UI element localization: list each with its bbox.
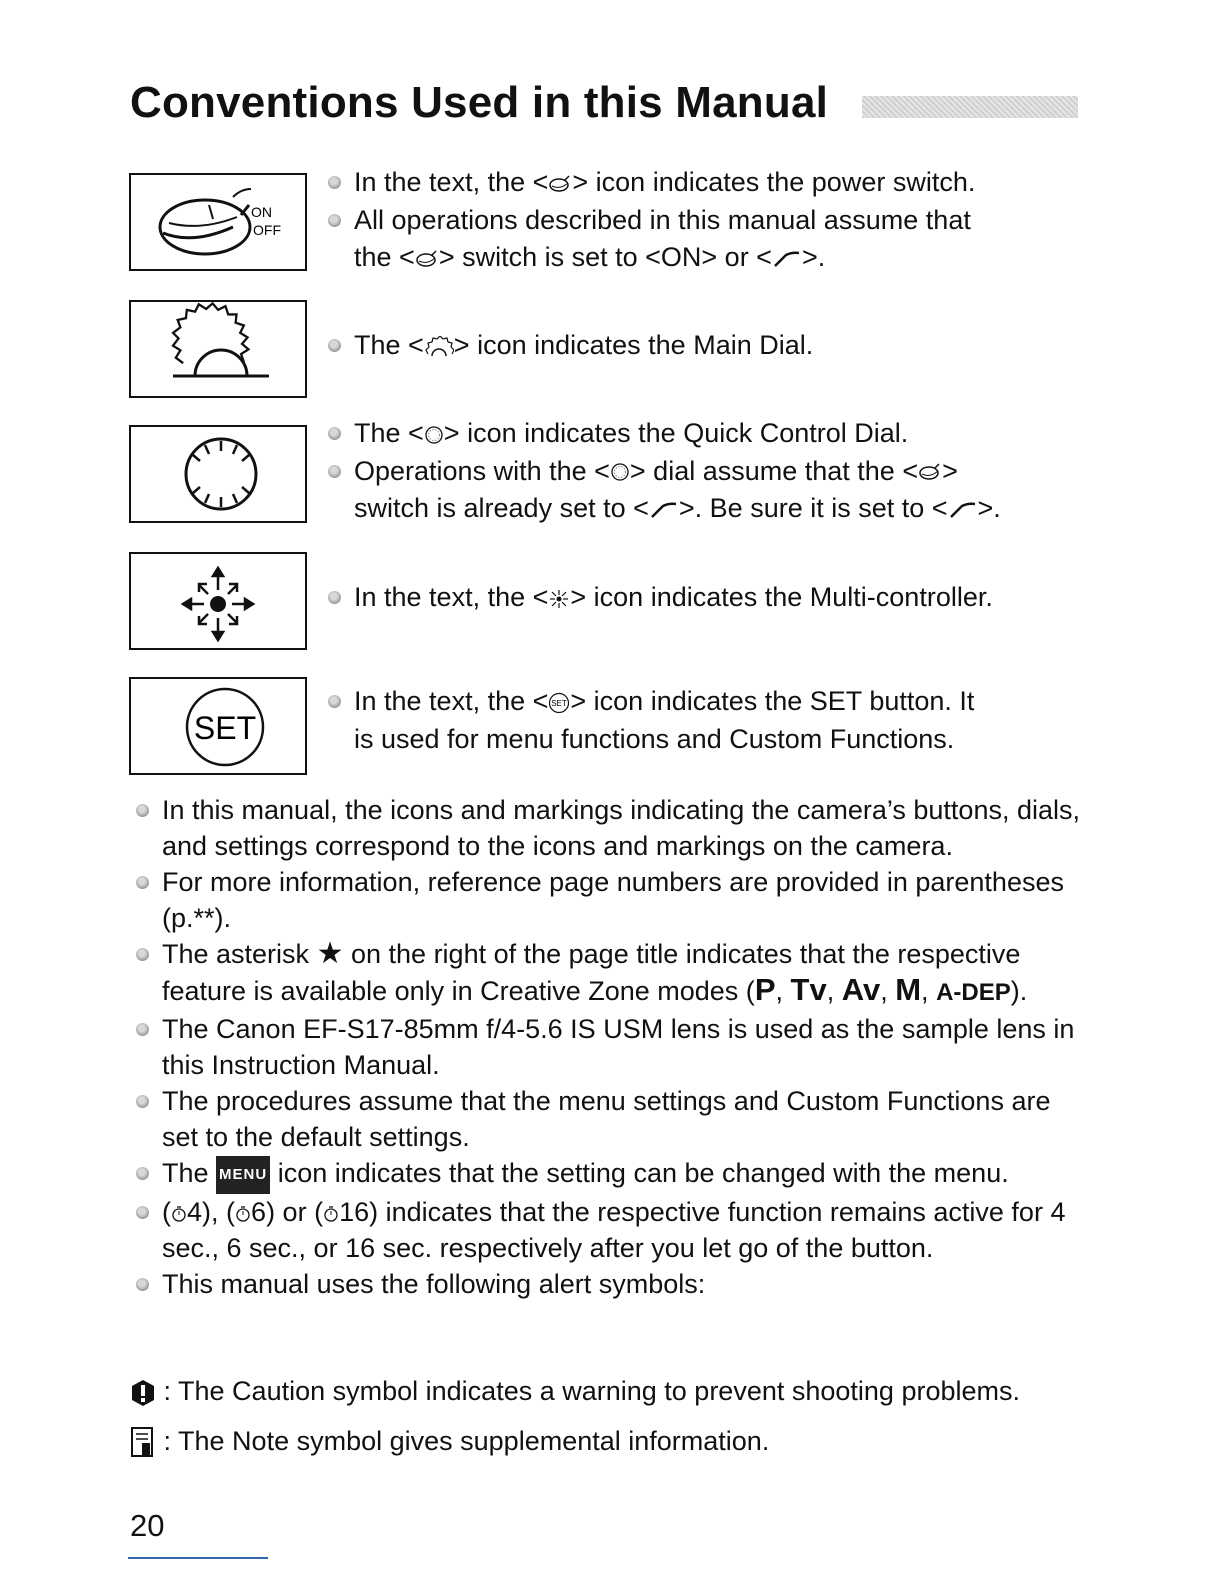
- caution-row: [130, 1376, 1020, 1407]
- list-item-continued: switch is already set to < >. Be sure it is set to < >.: [354, 493, 1001, 523]
- multi-controller-figure: [129, 552, 307, 650]
- list-item: In the text, the < SET > icon indicates the SET button. It: [326, 683, 1086, 721]
- quick-control-dial-text: [326, 415, 1086, 528]
- mode-p: P: [754, 972, 776, 1007]
- list-item-continued: the < > switch is set to <ON> or < >.: [354, 242, 826, 272]
- power-switch-small-icon: [415, 250, 439, 268]
- list-item: ( 4), ( 6) or ( 16) indicates that the respective function remains active for 4 sec., 6 sec., or 16 sec. respectively after you let go of the button.: [134, 1194, 1084, 1266]
- list-item: The asterisk ★ on the right of the page title indicates that the respective feature is available only in Creative Zone modes (P, Tv, Av, M, A-DEP).: [134, 936, 1084, 1011]
- note-row: [130, 1426, 769, 1460]
- set-button-icon: [133, 679, 303, 773]
- set-button-label: SET: [193, 710, 257, 746]
- main-dial-small-icon: [424, 336, 454, 358]
- quick-control-dial-icon: [133, 427, 303, 521]
- multi-controller-icon: [133, 554, 303, 648]
- page-title: Conventions Used in this Manual: [130, 78, 829, 127]
- mode-av: Av: [841, 972, 881, 1007]
- switch-on-dial-icon: [772, 250, 802, 268]
- list-item: All operations described in this manual assume that: [326, 202, 1086, 240]
- list-item: The procedures assume that the menu settings and Custom Functions are set to the default settings.: [134, 1083, 1084, 1155]
- quick-control-dial-figure: [129, 425, 307, 523]
- note-text: : The Note symbol gives supplemental information.: [163, 1426, 770, 1457]
- note-icon: [130, 1426, 156, 1460]
- main-dial-icon: [133, 302, 303, 396]
- power-switch-icon: [133, 175, 303, 269]
- main-dial-text: [326, 327, 1086, 365]
- list-item: For more information, reference page numbers are provided in parentheses (p.**).: [134, 864, 1084, 936]
- off-label: OFF: [253, 222, 281, 238]
- quick-control-dial-small-icon: [610, 462, 630, 482]
- caution-text: : The Caution symbol indicates a warning to prevent shooting problems.: [163, 1376, 1020, 1406]
- list-item: The < > icon indicates the Main Dial.: [326, 327, 1086, 365]
- menu-icon: MENU: [216, 1156, 270, 1194]
- mode-tv: Tv: [790, 972, 827, 1007]
- list-item: This manual uses the following alert symbols:: [134, 1266, 1084, 1302]
- list-item: In the text, the < > icon indicates the Multi-controller.: [326, 579, 1086, 617]
- list-item: The < > icon indicates the Quick Control Dial.: [326, 415, 1086, 453]
- multi-controller-text: [326, 579, 1086, 617]
- list-item: The Canon EF-S17-85mm f/4-5.6 IS USM lens is used as the sample lens in this Instruction Manual.: [134, 1011, 1084, 1083]
- timer-icon: [171, 1205, 187, 1223]
- power-switch-small-icon: [918, 463, 942, 481]
- set-button-small-icon: [548, 692, 570, 714]
- quick-control-dial-small-icon: [424, 425, 444, 445]
- page-number: 20: [130, 1508, 165, 1543]
- set-button-figure: [129, 677, 307, 775]
- main-dial-figure: [129, 300, 307, 398]
- switch-on-dial-icon: [948, 501, 978, 519]
- conventions-list: [134, 792, 1084, 1302]
- mode-a-dep: A-DEP: [936, 979, 1011, 1006]
- on-label: ON: [251, 204, 272, 220]
- list-item: Operations with the < > dial assume that the < >: [326, 453, 1086, 491]
- power-switch-text: [326, 164, 1086, 277]
- list-item-continued: is used for menu functions and Custom Functions.: [354, 723, 955, 754]
- timer-icon: [235, 1205, 251, 1223]
- mode-m: M: [895, 972, 922, 1007]
- footer-line: [128, 1557, 268, 1559]
- power-switch-small-icon: [548, 175, 572, 193]
- power-switch-figure: [129, 173, 307, 271]
- list-item: In this manual, the icons and markings indicating the camera’s buttons, dials, and settings correspond to the icons and markings on the camera.: [134, 792, 1084, 864]
- list-item: In the text, the < > icon indicates the power switch.: [326, 164, 1086, 202]
- title-decoration-bar: [862, 96, 1078, 118]
- switch-on-dial-icon: [649, 501, 679, 519]
- set-small-label: SET: [551, 698, 568, 708]
- list-item: The MENU icon indicates that the setting can be changed with the menu.: [134, 1155, 1084, 1194]
- caution-icon: [130, 1379, 156, 1407]
- timer-icon: [323, 1205, 339, 1223]
- multi-controller-small-icon: [548, 588, 570, 610]
- asterisk-star-icon: ★: [316, 937, 344, 970]
- set-button-text: [326, 683, 1086, 758]
